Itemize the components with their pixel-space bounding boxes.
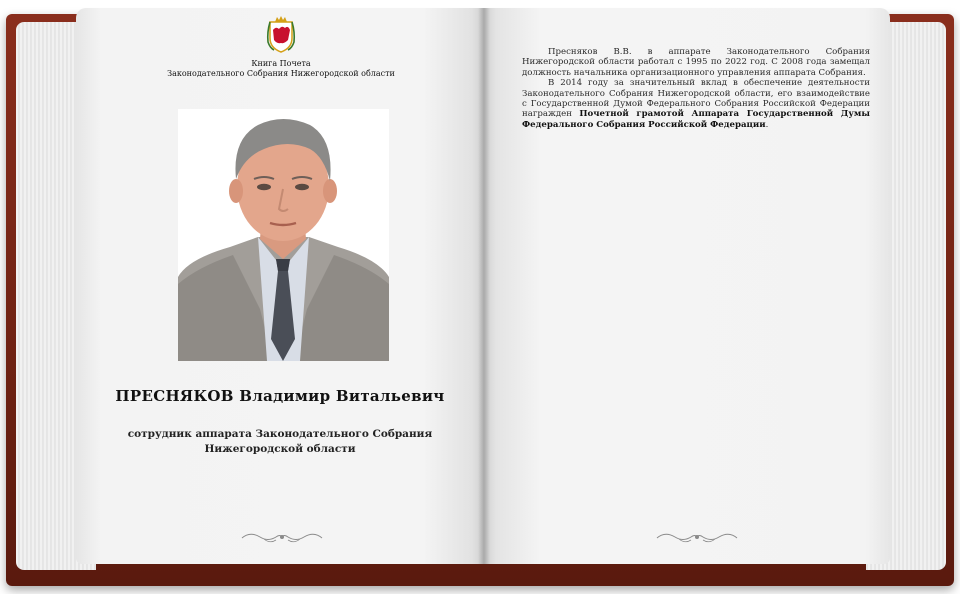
person-name: ПРЕСНЯКОВ Владимир Витальевич — [115, 387, 445, 405]
portrait-photo — [178, 109, 389, 361]
book-title-line-1: Книга Почета — [251, 59, 311, 68]
flourish-ornament-icon — [240, 529, 324, 545]
bio-paragraph-2-text: В 2014 году за значительный вклад в обеспечение деятельности Законодательного Собрания Нижегородской области, его взаимодействие с Государственной Думой Федерального Собрания Российской Федерации награжден — [522, 78, 870, 120]
person-role-line-1: сотрудник аппарата Законодательного Собрания — [127, 428, 433, 440]
person-role-line-2: Нижегородской области — [204, 443, 356, 455]
book-title — [140, 59, 422, 79]
bio-paragraph-2-end: . — [765, 119, 769, 130]
book-title-line-2: Законодательного Собрания Нижегородской области — [167, 69, 395, 78]
bio-paragraph-1: Пресняков В.В. в аппарате Законодательного Собрания Нижегородской области работал с 1995 по 2022 год. С 2008 года замещал должность начальника организационного управления аппарата Собрания. — [522, 47, 870, 78]
award-name: Почетной грамотой Аппарата Государственной Думы Федерального Собрания Российской Федерации — [522, 109, 870, 130]
person-role — [120, 427, 440, 457]
bio-paragraph-2 — [522, 78, 870, 130]
flourish-ornament-icon — [655, 529, 739, 545]
book-spine — [478, 8, 490, 564]
biography-text — [522, 47, 870, 130]
coat-of-arms-icon — [264, 16, 298, 54]
portrait-illustration — [178, 109, 389, 361]
